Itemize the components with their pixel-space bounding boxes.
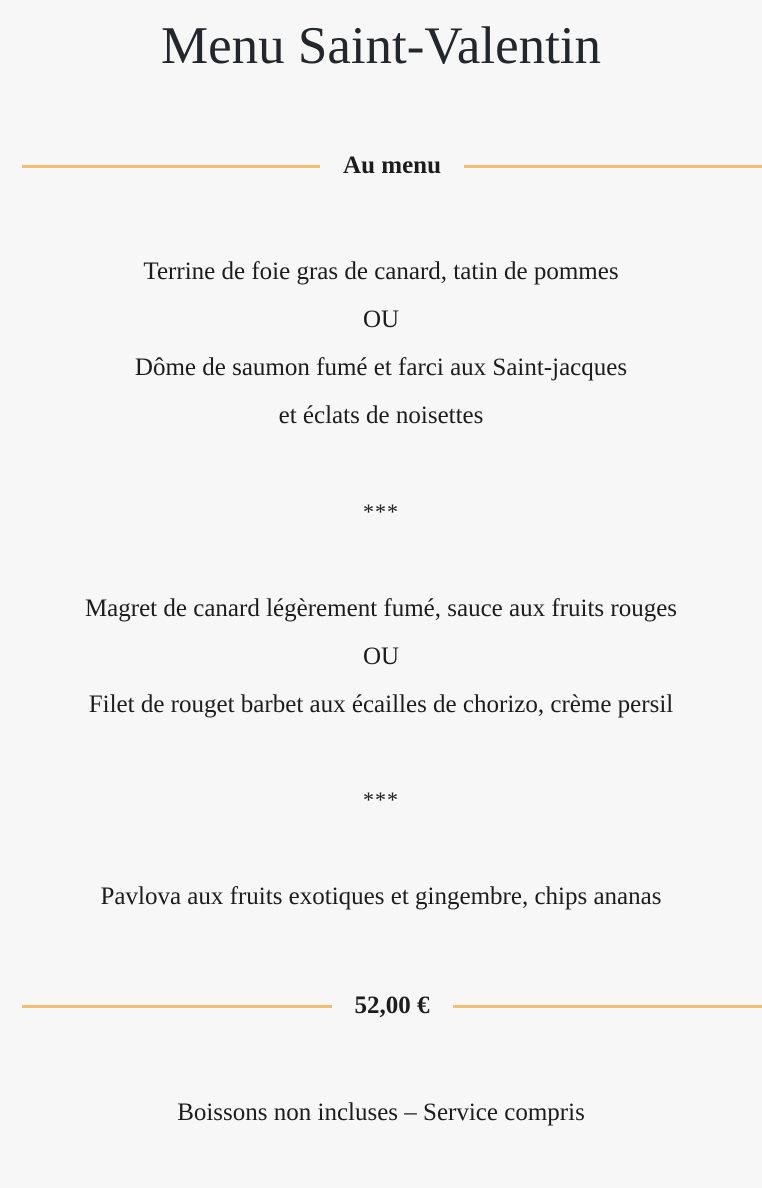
divider-line-left — [22, 165, 320, 168]
main-option-2: Filet de rouget barbet aux écailles de chorizo, crème persil — [88, 691, 674, 718]
course-separator-1: *** — [363, 499, 399, 524]
course-separator-2: *** — [363, 787, 399, 812]
divider-line-right — [453, 1005, 762, 1008]
page-title: Menu Saint-Valentin — [160, 17, 602, 75]
starter-or: OU — [362, 306, 400, 333]
main-option-1: Magret de canard légèrement fumé, sauce aux fruits rouges — [84, 595, 678, 622]
starter-option-2-line-2: et éclats de noisettes — [278, 402, 484, 429]
main-or: OU — [362, 643, 400, 670]
price-divider — [22, 986, 762, 1026]
starter-option-1: Terrine de foie gras de canard, tatin de pommes — [143, 258, 619, 285]
menu-price: 52,00 € — [354, 992, 430, 1019]
section-heading: Au menu — [343, 152, 441, 179]
divider-line-right — [464, 165, 762, 168]
starter-option-2-line-1: Dôme de saumon fumé et farci aux Saint-jacques — [134, 354, 628, 381]
footer-note: Boissons non incluses – Service compris — [177, 1099, 585, 1126]
divider-line-left — [22, 1005, 332, 1008]
dessert: Pavlova aux fruits exotiques et gingembre, chips ananas — [100, 883, 662, 910]
section-divider-menu — [22, 146, 762, 186]
